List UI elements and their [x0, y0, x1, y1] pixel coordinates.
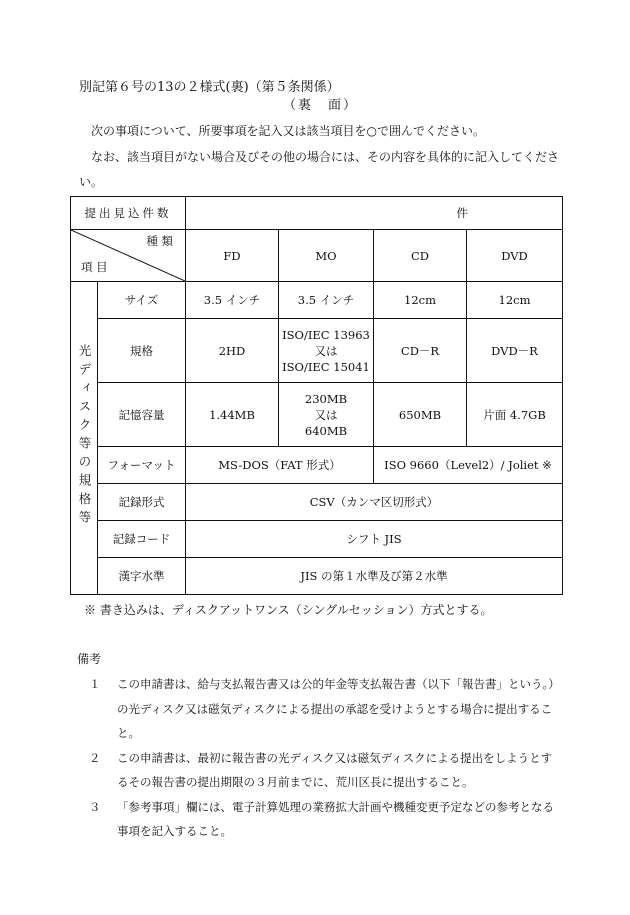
capacity-row	[71, 383, 563, 447]
media-cd-header: CD	[374, 230, 467, 282]
media-dvd-header: DVD	[467, 230, 563, 282]
submit-count-row	[71, 197, 563, 230]
page-side-label: （裏 面）	[283, 98, 359, 113]
submit-count-field[interactable]	[186, 197, 563, 230]
size-row	[71, 282, 563, 319]
record-format-label: 記録形式	[98, 484, 186, 521]
submit-count-label: 提出見込件数	[71, 197, 186, 230]
capacity-fd[interactable]: 1.44MB	[186, 383, 279, 447]
list-item	[77, 795, 557, 844]
size-dvd[interactable]: 12cm	[467, 282, 563, 319]
media-header-row	[71, 230, 563, 282]
count-unit: 件	[456, 206, 468, 220]
capacity-mo-line1: 230MB	[304, 391, 348, 406]
standard-fd[interactable]: 2HD	[186, 319, 279, 383]
size-cd[interactable]: 12cm	[374, 282, 467, 319]
media-fd-header: FD	[186, 230, 279, 282]
remarks-title: 備考	[77, 652, 102, 666]
remark-number: １	[89, 677, 101, 691]
capacity-mo-line3: 640MB	[304, 423, 348, 438]
list-item	[77, 746, 557, 795]
size-label: サイズ	[98, 282, 186, 319]
format-label: フォーマット	[98, 447, 186, 484]
standard-mo-line2: 又は	[314, 343, 338, 358]
remark-number: ２	[89, 750, 101, 765]
capacity-mo-line2: 又は	[314, 407, 338, 422]
record-code-value[interactable]: シフト JIS	[186, 521, 563, 558]
capacity-dvd[interactable]: 片面 4.7GB	[467, 383, 563, 447]
standard-dvd[interactable]: DVD－R	[467, 319, 563, 383]
size-fd[interactable]: 3.5 インチ	[186, 282, 279, 319]
remark-number: ３	[89, 799, 101, 814]
form-id: 別記第６号の13の２様式(裏)（第５条関係）	[79, 80, 340, 95]
standard-mo-line1: ISO/IEC 13963	[282, 327, 370, 342]
group-label: 光ディスク等の規格等	[77, 343, 92, 529]
record-format-row	[71, 484, 563, 521]
intro-line-2: なお、該当項目がない場合及びその他の場合には、その内容を具体的に記入してください。	[79, 150, 560, 189]
remark-text: 「参考事項」欄には、電子計算処理の業務拡大計画や機種変更予定などの参考となる事項を記入すること。	[117, 799, 554, 838]
record-format-value[interactable]: CSV（カンマ区切形式）	[186, 484, 563, 521]
kanji-level-label: 漢字水準	[98, 558, 186, 595]
format-row	[71, 447, 563, 484]
standard-label: 規格	[98, 319, 186, 383]
format-cd-dvd[interactable]: ISO 9660（Level2）/ Joliet ※	[374, 447, 563, 484]
record-code-row	[71, 521, 563, 558]
footnote: ※ 書き込みは、ディスクアットワンス（シングルセッション）方式とする。	[84, 603, 493, 617]
size-mo[interactable]: 3.5 インチ	[279, 282, 374, 319]
media-mo-header: MO	[279, 230, 374, 282]
kind-item-header	[71, 230, 186, 282]
remarks-list	[77, 672, 557, 844]
standard-mo[interactable]	[279, 319, 374, 383]
list-item	[77, 672, 557, 746]
kanji-level-value[interactable]: JIS の第１水準及び第２水準	[186, 558, 563, 595]
remark-text: この申請書は、最初に報告書の光ディスク又は磁気ディスクによる提出をしようとするその報告書の提出期限の３月前までに、荒川区長に提出すること。	[117, 750, 553, 789]
standard-mo-line3: ISO/IEC 15041	[282, 359, 370, 374]
item-label: 項 目	[81, 260, 108, 274]
standard-cd[interactable]: CD－R	[374, 319, 467, 383]
specification-table	[70, 196, 563, 595]
intro-line-1: 次の事項について、所要事項を記入又は該当項目を○で囲んでください。	[91, 124, 485, 138]
capacity-label: 記憶容量	[98, 383, 186, 447]
capacity-cd[interactable]: 650MB	[374, 383, 467, 447]
kanji-level-row	[71, 558, 563, 595]
capacity-mo[interactable]	[279, 383, 374, 447]
group-label-cell	[71, 282, 98, 595]
record-code-label: 記録コード	[98, 521, 186, 558]
format-fd-mo[interactable]: MS-DOS（FAT 形式）	[186, 447, 374, 484]
remark-text: この申請書は、給与支払報告書又は公的年金等支払報告書（以下「報告書」という。）の光ディスク又は磁気ディスクによる提出の承認を受けようとする場合に提出すること。	[117, 677, 554, 740]
kind-label: 種 類	[146, 234, 173, 248]
standard-row	[71, 319, 563, 383]
